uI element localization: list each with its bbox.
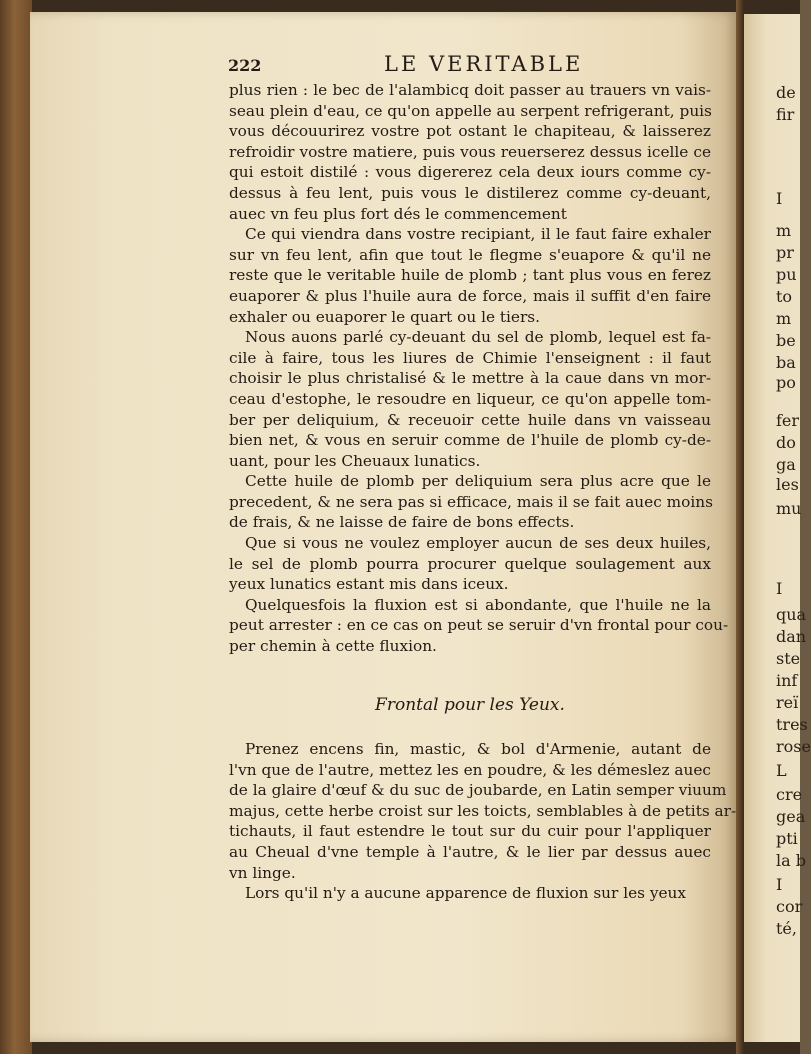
body-text-bottom	[229, 739, 737, 904]
text-line: tichauts, il faut estendre le tout sur du cuir pour l'appliquer	[229, 822, 711, 841]
facing-page-text-fragment: m	[776, 221, 792, 240]
facing-page-text-fragment: fer	[776, 411, 800, 430]
text-line: seau plein d'eau, ce qu'on appelle au serpent refrigerant, puis	[229, 101, 712, 120]
facing-page-text-fragment: gea	[776, 807, 806, 826]
text-line: vn linge.	[229, 863, 296, 882]
text-line: Prenez encens fin, mastic, & bol d'Armenie, autant de	[245, 740, 711, 758]
text-line: euaporer & plus l'huile aura de force, mais il suffit d'en faire	[229, 286, 711, 305]
text-line: peut arrester : en ce cas on peut se seruir d'vn frontal pour cou-	[229, 616, 729, 635]
text-line: uant, pour les Cheuaux lunatics.	[229, 451, 481, 470]
text-line: de frais, & ne laisse de faire de bons effects.	[229, 513, 575, 532]
facing-page-text-fragment: pti	[776, 829, 798, 848]
text-line: yeux lunatics estant mis dans iceux.	[229, 575, 509, 594]
facing-page-text-fragment: do	[776, 433, 796, 452]
facing-page-text-fragment: les	[776, 475, 799, 494]
facing-page-text-fragment: inf	[776, 671, 798, 690]
text-line: choisir le plus christalisé & le mettre à la caue dans vn mor-	[229, 369, 711, 388]
facing-page-text-fragment: ga	[776, 455, 796, 474]
text-line: plus rien : le bec de l'alambicq doit passer au trauers vn vais-	[229, 81, 711, 99]
text-line: exhaler ou euaporer le quart ou le tiers.	[229, 307, 541, 326]
text-line: l'vn que de l'autre, mettez les en poudre, & les démeslez auec	[229, 760, 711, 779]
text-line: auec vn feu plus fort dés le commencement	[229, 204, 567, 223]
text-line: ber per deliquium, & receuoir cette huile dans vn vaisseau	[229, 410, 711, 429]
text-line: sur vn feu lent, afin que tout le flegme s'euapore & qu'il ne	[229, 245, 711, 264]
facing-page-text-fragment: m	[776, 309, 792, 328]
facing-page-text-fragment: be	[776, 331, 796, 350]
page-header	[228, 52, 716, 78]
text-line: Quelquesfois la fluxion est si abondante, que l'huile ne la	[245, 595, 711, 614]
facing-page-text-fragment: té,	[776, 919, 797, 938]
text-line: majus, cette herbe croist sur les toicts, semblables à de petits ar-	[229, 801, 737, 820]
facing-page-text-fragment: I	[776, 189, 783, 208]
facing-page-text-fragment: la b	[776, 851, 806, 870]
text-line: Cette huile de plomb per deliquium sera plus acre que le	[245, 472, 711, 491]
text-line: bien net, & vous en seruir comme de l'huile de plomb cy-de-	[229, 431, 711, 450]
facing-page-text-fragment: I	[776, 875, 783, 894]
facing-page-text-fragment: I	[776, 579, 783, 598]
facing-page-text-fragment: cre	[776, 785, 803, 804]
facing-page-text-fragment: ba	[776, 353, 796, 372]
facing-page-text-fragment: L	[776, 761, 787, 780]
facing-page-text-fragment: pr	[776, 243, 794, 262]
facing-page-text-fragment: reï	[776, 693, 799, 712]
text-line: refroidir vostre matiere, puis vous reuerserez dessus icelle ce	[229, 142, 711, 161]
facing-page-text-fragment: dan	[776, 627, 807, 646]
facing-page-text-fragment: cor	[776, 897, 803, 916]
facing-page-text-fragment: de	[776, 83, 796, 102]
book-gutter	[736, 0, 744, 1054]
text-line: Que si vous ne voulez employer aucun de ses deux huiles,	[245, 534, 711, 553]
text-line: per chemin à cette fluxion.	[229, 637, 437, 656]
facing-page-text-fragment: qua	[776, 605, 807, 624]
facing-page-text-fragment: rose	[776, 737, 811, 756]
facing-page-text-fragment: mu	[776, 499, 802, 518]
text-line: ceau d'estophe, le resoudre en liqueur, ce qu'on appelle tom-	[229, 389, 711, 408]
text-line: Lors qu'il n'y a aucune apparence de fluxion sur les yeux	[245, 884, 687, 903]
text-line: Nous auons parlé cy-deuant du sel de plomb, lequel est fa-	[245, 328, 711, 347]
text-line: au Cheual d'vne temple à l'autre, & le lier par dessus auec	[229, 842, 711, 861]
text-line: reste que le veritable huile de plomb ; tant plus vous en ferez	[229, 266, 711, 285]
facing-page-text-fragment: to	[776, 287, 793, 306]
facing-page-text-fragment: ste	[776, 649, 801, 668]
text-line: dessus à feu lent, puis vous le distilerez comme cy-deuant,	[229, 183, 711, 202]
section-title: Frontal pour les Yeux.	[375, 695, 565, 715]
body-text-top	[229, 80, 729, 657]
text-line: cile à faire, tous les liures de Chimie l'enseignent : il faut	[229, 348, 711, 367]
text-line: qui estoit distilé : vous digererez cela deux iours comme cy-	[229, 163, 711, 182]
page-number: 222	[228, 56, 262, 75]
book-spine-edge	[0, 0, 32, 1054]
facing-page-edge	[744, 14, 811, 1042]
facing-page-text-fragment: tres	[776, 715, 808, 734]
text-line: de la glaire d'œuf & du suc de joubarde, en Latin semper viuum	[229, 781, 727, 800]
text-line: le sel de plomb pourra procurer quelque soulagement aux	[229, 554, 711, 573]
facing-page-text-fragment: pu	[776, 265, 797, 284]
running-title: LE VERITABLE	[384, 52, 584, 76]
facing-page-text-fragment: po	[776, 373, 796, 392]
text-line: Ce qui viendra dans vostre recipiant, il le faut faire exhaler	[245, 225, 711, 244]
text-line: precedent, & ne sera pas si efficace, mais il se fait auec moins	[229, 492, 713, 511]
text-line: vous découurirez vostre pot ostant le chapiteau, & laisserez	[229, 122, 711, 141]
facing-page-text-fragment: fir	[776, 105, 795, 124]
